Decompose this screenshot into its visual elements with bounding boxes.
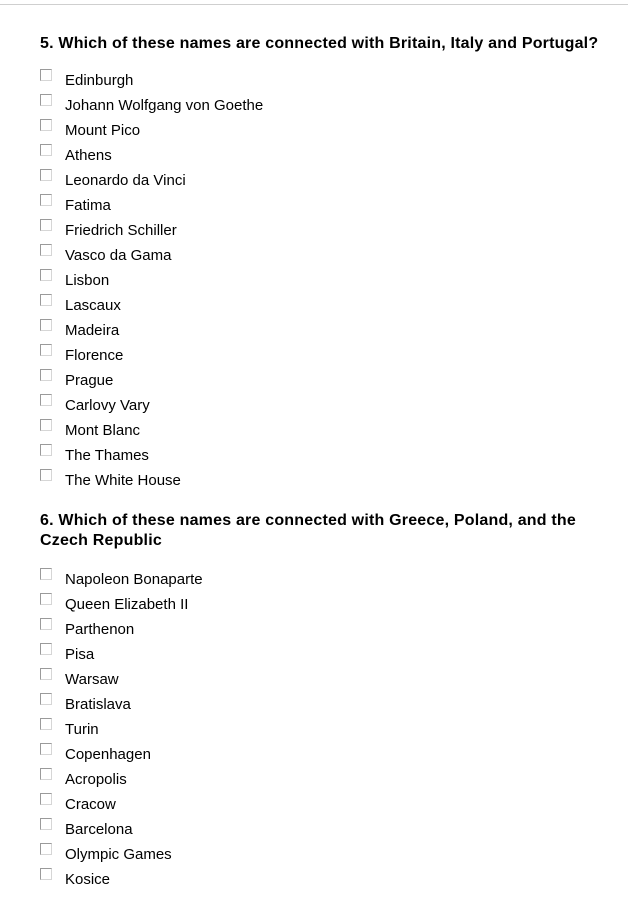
option-label: Leonardo da Vinci [65, 172, 186, 189]
option-parthenon[interactable] [40, 617, 600, 642]
option-mount-pico[interactable] [40, 118, 600, 143]
option-label: Barcelona [65, 821, 133, 838]
option-label: Pisa [65, 646, 95, 663]
option-kosice[interactable] [40, 867, 600, 892]
option-label: Vasco da Gama [65, 247, 172, 264]
option-label: Florence [65, 347, 124, 364]
option-edinburgh[interactable] [40, 68, 600, 93]
option-label: Carlovy Vary [65, 397, 150, 414]
option-olympic-games[interactable] [40, 842, 600, 867]
option-mont-blanc[interactable] [40, 418, 600, 443]
checkbox[interactable] [40, 369, 52, 381]
option-label: Turin [65, 721, 99, 738]
option-label: Parthenon [65, 621, 135, 638]
checkbox[interactable] [40, 69, 52, 81]
option-label: Napoleon Bonaparte [65, 571, 203, 588]
option-label: Warsaw [65, 671, 119, 688]
checkbox[interactable] [40, 119, 52, 131]
option-acropolis[interactable] [40, 767, 600, 792]
checkbox[interactable] [40, 194, 52, 206]
option-napoleon[interactable] [40, 567, 600, 592]
checkbox[interactable] [40, 419, 52, 431]
option-label: Johann Wolfgang von Goethe [65, 97, 264, 114]
option-madeira[interactable] [40, 318, 600, 343]
checkbox[interactable] [40, 618, 52, 630]
option-goethe[interactable] [40, 93, 600, 118]
option-white-house[interactable] [40, 468, 600, 493]
checkbox[interactable] [40, 643, 52, 655]
checkbox[interactable] [40, 868, 52, 880]
option-lascaux[interactable] [40, 293, 600, 318]
option-label: Fatima [65, 197, 111, 214]
option-label: Edinburgh [65, 72, 134, 89]
option-label: Bratislava [65, 696, 131, 713]
checkbox[interactable] [40, 294, 52, 306]
checkbox[interactable] [40, 843, 52, 855]
checkbox[interactable] [40, 394, 52, 406]
checkbox[interactable] [40, 593, 52, 605]
checkbox[interactable] [40, 793, 52, 805]
checkbox[interactable] [40, 144, 52, 156]
checkbox[interactable] [40, 693, 52, 705]
option-copenhagen[interactable] [40, 742, 600, 767]
checkbox[interactable] [40, 568, 52, 580]
question-6 [40, 511, 600, 892]
option-label: Acropolis [65, 771, 127, 788]
option-label: Lascaux [65, 297, 121, 314]
question-5-title: 5. Which of these names are connected with Britain, Italy and Portugal? [40, 35, 599, 52]
checkbox[interactable] [40, 469, 52, 481]
option-fatima[interactable] [40, 193, 600, 218]
option-label: Kosice [65, 871, 111, 888]
checkbox[interactable] [40, 169, 52, 181]
question-5 [40, 34, 600, 493]
option-prague[interactable] [40, 368, 600, 393]
option-athens[interactable] [40, 143, 600, 168]
checkbox[interactable] [40, 718, 52, 730]
option-label: Madeira [65, 322, 120, 339]
option-pisa[interactable] [40, 642, 600, 667]
option-vasco-da-gama[interactable] [40, 243, 600, 268]
checkbox[interactable] [40, 219, 52, 231]
option-barcelona[interactable] [40, 817, 600, 842]
checkbox[interactable] [40, 319, 52, 331]
option-label: Mont Blanc [65, 422, 141, 439]
option-carlovy-vary[interactable] [40, 393, 600, 418]
option-schiller[interactable] [40, 218, 600, 243]
checkbox[interactable] [40, 94, 52, 106]
option-label: Copenhagen [65, 746, 151, 763]
option-label: The Thames [65, 447, 149, 464]
option-label: Athens [65, 147, 112, 164]
option-florence[interactable] [40, 343, 600, 368]
checkbox[interactable] [40, 244, 52, 256]
question-6-title: 6. Which of these names are connected with Greece, Poland, and the Czech Republic [40, 512, 576, 549]
option-bratislava[interactable] [40, 692, 600, 717]
checkbox[interactable] [40, 768, 52, 780]
option-cracow[interactable] [40, 792, 600, 817]
checkbox[interactable] [40, 344, 52, 356]
option-label: Queen Elizabeth II [65, 596, 189, 613]
question-6-options [40, 567, 600, 892]
option-label: Cracow [65, 796, 116, 813]
option-label: The White House [65, 472, 181, 489]
option-warsaw[interactable] [40, 667, 600, 692]
option-label: Friedrich Schiller [65, 222, 177, 239]
checkbox[interactable] [40, 444, 52, 456]
option-leonardo[interactable] [40, 168, 600, 193]
question-5-options [40, 68, 600, 493]
option-queen-elizabeth[interactable] [40, 592, 600, 617]
option-label: Mount Pico [65, 122, 141, 139]
checkbox[interactable] [40, 269, 52, 281]
option-label: Lisbon [65, 272, 110, 289]
option-label: Olympic Games [65, 846, 172, 863]
option-the-thames[interactable] [40, 443, 600, 468]
option-label: Prague [65, 372, 114, 389]
top-divider [0, 0, 628, 5]
checkbox[interactable] [40, 743, 52, 755]
option-turin[interactable] [40, 717, 600, 742]
checkbox[interactable] [40, 818, 52, 830]
option-lisbon[interactable] [40, 268, 600, 293]
checkbox[interactable] [40, 668, 52, 680]
